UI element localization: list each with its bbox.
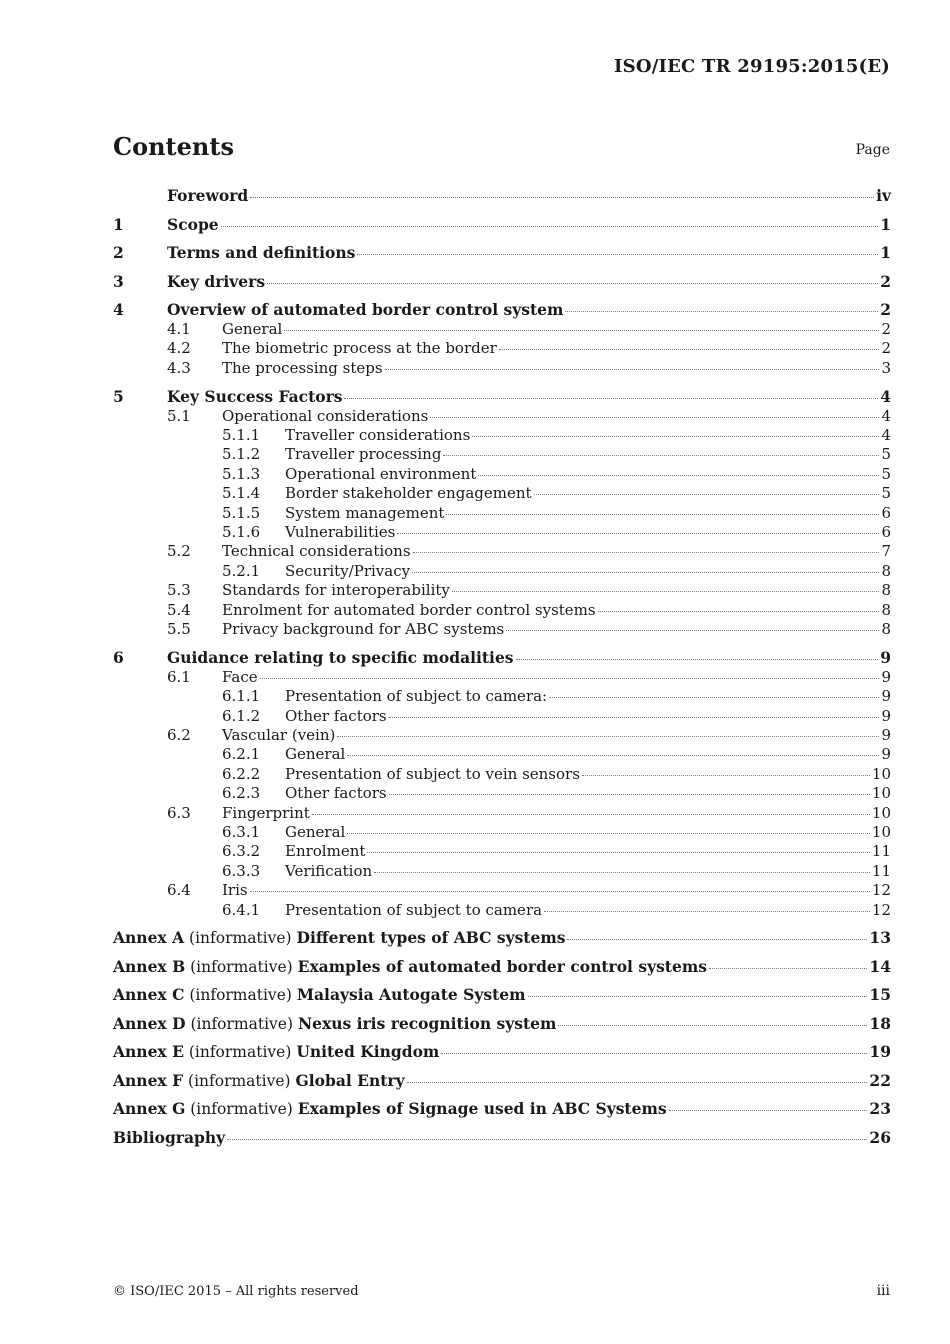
toc-entry[interactable] (113, 484, 891, 503)
toc-entry-number: 4.3 (167, 358, 191, 377)
toc-entry-number: 6 (113, 647, 124, 667)
toc-entry-number: 6.3.1 (222, 822, 261, 841)
toc-entry-title: Operational considerations (222, 406, 429, 425)
annex-title: Examples of automated border control systems (297, 956, 707, 976)
dot-leader (441, 1053, 867, 1054)
toc-entry-number: 5.1.6 (222, 523, 261, 542)
dot-leader (499, 349, 880, 350)
dot-leader (582, 775, 870, 776)
toc-entry-title: Operational environment (285, 464, 477, 483)
toc-annex-entry[interactable] (113, 977, 891, 1006)
toc-entry-page: 6 (881, 503, 891, 522)
toc-entry-page: 9 (881, 706, 891, 725)
toc-entry[interactable] (113, 601, 891, 620)
toc-entry-title: Enrolment (285, 842, 366, 861)
toc-entry-title: Traveller processing (285, 445, 442, 464)
toc-entry-number: 5.1.2 (222, 445, 261, 464)
toc-entry-title: Iris (222, 881, 248, 900)
dot-leader (544, 911, 870, 912)
toc-entry[interactable] (113, 620, 891, 639)
toc-entry-page: 4 (881, 426, 891, 445)
toc-entry[interactable] (113, 378, 891, 407)
toc-entry-page: 5 (881, 484, 891, 503)
toc-entry-number: 5.2 (167, 542, 191, 561)
toc-entry-number: 5.1.3 (222, 464, 261, 483)
toc-entry[interactable] (113, 542, 891, 561)
annex-kind: (informative) (188, 1043, 292, 1062)
toc-annex-title-group (113, 1071, 405, 1091)
dot-leader (452, 591, 880, 592)
annex-kind: (informative) (190, 957, 293, 976)
toc-entry[interactable] (113, 842, 891, 861)
toc-entry-title: Standards for interoperability (222, 581, 450, 600)
toc-entry-page: 9 (881, 745, 891, 764)
toc-entry-title: Presentation of subject to vein sensors (285, 764, 580, 783)
dot-leader (389, 717, 880, 718)
dot-leader (227, 1139, 867, 1140)
toc-entry-page: 8 (881, 561, 891, 580)
toc-entry-number: 6.3 (167, 803, 191, 822)
toc-entry-page: 2 (881, 339, 891, 358)
dot-leader (221, 226, 879, 227)
toc-entry[interactable] (113, 206, 891, 235)
toc-entry-title: Other factors (285, 784, 387, 803)
toc-entry[interactable] (113, 562, 891, 581)
dot-leader (250, 197, 874, 198)
toc-entry-number: 6.4 (167, 881, 191, 900)
toc-annex-entry[interactable] (113, 1091, 891, 1120)
toc-entry[interactable] (113, 186, 891, 206)
toc-entry-page: 26 (869, 1127, 891, 1147)
toc-entry[interactable] (113, 687, 891, 706)
page-column-label: Page (855, 142, 890, 158)
toc-entry-title: Enrolment for automated border control systems (222, 600, 596, 619)
toc-entry-number: 3 (113, 271, 124, 291)
toc-entry-number: 6.1.2 (222, 706, 261, 725)
dot-leader (385, 369, 880, 370)
toc-entry-title: Vascular (vein) (222, 726, 336, 745)
toc-entry[interactable] (113, 445, 891, 464)
toc-entry-page: 23 (869, 1099, 891, 1119)
toc-entry-number: 6.1.1 (222, 687, 261, 706)
toc-entry-number: 6.1 (167, 667, 191, 686)
toc-entry-number: 5.1.1 (222, 426, 261, 445)
toc-entry[interactable] (113, 339, 891, 358)
toc-entry-page: 2 (881, 320, 891, 338)
annex-kind: (informative) (189, 929, 292, 948)
toc-entry-page: 2 (880, 300, 891, 319)
annex-title: Different types of ABC systems (296, 928, 566, 948)
toc-entry-page: iv (876, 186, 891, 205)
toc-entry[interactable] (113, 263, 891, 292)
toc-entry-title: Key Success Factors (167, 386, 343, 406)
dot-leader (267, 283, 878, 284)
toc-entry-number: 6.2.3 (222, 784, 261, 803)
annex-designation: Annex E (113, 1042, 184, 1062)
dot-leader (506, 630, 879, 631)
toc-entry-number: 6.3.2 (222, 842, 261, 861)
toc-entry-title: Border stakeholder engagement (285, 484, 532, 503)
dot-leader (534, 494, 880, 495)
annex-title: Global Entry (295, 1070, 405, 1090)
toc-entry-title: Overview of automated border control system (167, 300, 564, 319)
toc-entry-page: 12 (871, 881, 891, 900)
page-number: iii (876, 1283, 890, 1299)
toc-entry-number: 4 (113, 300, 124, 319)
toc-entry-page: 6 (881, 523, 891, 542)
toc-entry-page: 8 (881, 581, 891, 600)
toc-entry-title: Technical considerations (222, 542, 411, 561)
toc-entry-number: 2 (113, 243, 124, 262)
document-id: ISO/IEC TR 29195:2015(E) (614, 56, 890, 77)
dot-leader (374, 872, 870, 873)
dot-leader (567, 939, 867, 940)
annex-designation: Annex A (113, 928, 185, 948)
toc-entry-number: 5.5 (167, 619, 191, 638)
toc-entry[interactable] (113, 581, 891, 600)
dot-leader (347, 833, 870, 834)
annex-designation: Annex B (113, 956, 186, 976)
annex-title: United Kingdom (296, 1042, 440, 1062)
toc-entry-page: 13 (869, 928, 891, 948)
toc-entry-page: 10 (871, 803, 891, 822)
toc-entry-page: 4 (880, 386, 891, 406)
dot-leader (443, 455, 879, 456)
toc-entry-page: 9 (881, 726, 891, 745)
dot-leader (528, 996, 868, 997)
toc-entry-page: 1 (880, 243, 891, 262)
toc-entry-page: 22 (869, 1070, 891, 1090)
toc-entry-title: System management (285, 503, 445, 522)
toc-entry-page: 10 (871, 764, 891, 783)
toc-entry-number: 5.2.1 (222, 561, 261, 580)
toc-entry-page: 9 (881, 687, 891, 706)
dot-leader (709, 968, 867, 969)
toc-entry-number: 5.1.5 (222, 503, 261, 522)
toc-entry[interactable] (113, 784, 891, 803)
toc-entry-title: The biometric process at the border (222, 339, 497, 358)
dot-leader (407, 1082, 868, 1083)
toc-entry-page: 10 (871, 822, 891, 841)
dot-leader (337, 736, 879, 737)
toc-annex-entry[interactable] (113, 948, 891, 977)
annex-designation: Annex G (113, 1099, 186, 1119)
toc-annex-entry[interactable] (113, 1034, 891, 1063)
annex-title: Malaysia Autogate System (296, 985, 526, 1005)
toc-entry-page: 7 (881, 542, 891, 561)
toc-annex-entry[interactable] (113, 920, 891, 949)
toc-entry-title: Verification (285, 861, 373, 880)
toc-entry[interactable] (113, 523, 891, 542)
toc-entry-title: General (285, 822, 346, 841)
toc-entry-title: Other factors (285, 706, 387, 725)
toc-entry[interactable] (113, 407, 891, 426)
toc-entry-number: 1 (113, 214, 124, 234)
toc-entry-title: Fingerprint (222, 803, 310, 822)
toc-entry-number: 6.4.1 (222, 900, 261, 919)
annex-kind: (informative) (190, 1014, 294, 1033)
annex-kind: (informative) (189, 986, 292, 1005)
annex-kind: (informative) (188, 1071, 291, 1090)
toc-entry-page: 1 (880, 214, 891, 234)
dot-leader (397, 533, 879, 534)
toc-entry-title: Privacy background for ABC systems (222, 619, 505, 638)
toc-entry-number: 6.3.3 (222, 861, 261, 880)
dot-leader (250, 891, 870, 892)
toc-entry-title: General (285, 745, 346, 764)
dot-leader (516, 659, 879, 660)
toc-entry[interactable] (113, 292, 891, 321)
toc-entry-page: 12 (871, 900, 891, 919)
toc-annex-title-group (113, 957, 707, 977)
toc-bibliography-entry[interactable] (113, 1119, 891, 1148)
toc-entry[interactable] (113, 881, 891, 900)
toc-annex-entry[interactable] (113, 1062, 891, 1091)
toc-annex-title-group (113, 1042, 439, 1062)
annex-designation: Annex D (113, 1013, 186, 1033)
dot-leader (472, 436, 879, 437)
toc-entry-title: Key drivers (167, 271, 266, 291)
toc-entry-page: 11 (871, 861, 891, 880)
toc-entry-page: 9 (880, 647, 891, 667)
dot-leader (347, 755, 879, 756)
toc-entry-page: 15 (869, 985, 891, 1005)
copyright-footer: © ISO/IEC 2015 – All rights reserved (113, 1284, 359, 1299)
toc-entry-page: 4 (881, 406, 891, 425)
toc-entry[interactable] (113, 901, 891, 920)
annex-designation: Annex C (113, 985, 185, 1005)
toc-entry-number: 6.2 (167, 726, 191, 745)
toc-entry-page: 3 (881, 358, 891, 377)
toc-entry-number: 5.4 (167, 600, 191, 619)
table-of-contents (113, 186, 891, 1148)
toc-entry-title: Presentation of subject to camera: (285, 687, 548, 706)
toc-entry-number: 5.1 (167, 406, 191, 425)
toc-entry-page: 19 (869, 1042, 891, 1062)
dot-leader (478, 475, 879, 476)
toc-entry-page: 10 (871, 784, 891, 803)
dot-leader (430, 417, 879, 418)
dot-leader (344, 398, 878, 399)
toc-entry[interactable] (113, 765, 891, 784)
toc-entry-title: Terms and definitions (167, 243, 356, 262)
toc-entry-page: 8 (881, 619, 891, 638)
dot-leader (558, 1025, 867, 1026)
annex-kind: (informative) (190, 1100, 293, 1119)
toc-entry[interactable] (113, 745, 891, 764)
dot-leader (412, 572, 879, 573)
dot-leader (357, 254, 878, 255)
toc-entry-page: 2 (880, 271, 891, 291)
dot-leader (669, 1110, 868, 1111)
toc-entry-number: 5.1.4 (222, 484, 261, 503)
toc-entry[interactable] (113, 504, 891, 523)
toc-entry[interactable] (113, 639, 891, 668)
toc-entry-title: Presentation of subject to camera (285, 900, 543, 919)
toc-entry[interactable] (113, 707, 891, 726)
dot-leader (565, 311, 878, 312)
toc-annex-title-group (113, 985, 526, 1005)
toc-entry-number: 6.2.1 (222, 745, 261, 764)
toc-entry-number: 5.3 (167, 581, 191, 600)
toc-entry-page: 8 (881, 600, 891, 619)
toc-entry[interactable] (113, 426, 891, 445)
toc-entry-number: 5 (113, 386, 124, 406)
toc-entry-page: 5 (881, 445, 891, 464)
toc-annex-title-group (113, 1099, 667, 1119)
toc-entry[interactable] (113, 823, 891, 842)
toc-entry[interactable] (113, 862, 891, 881)
toc-entry-number: 4.1 (167, 320, 191, 338)
toc-annex-title-group (113, 1014, 556, 1034)
toc-entry-title: Scope (167, 214, 219, 234)
dot-leader (367, 852, 870, 853)
toc-entry-title: General (222, 320, 283, 338)
annex-title: Nexus iris recognition system (297, 1013, 557, 1033)
dot-leader (446, 514, 879, 515)
dot-leader (260, 678, 880, 679)
toc-entry-number: 4.2 (167, 339, 191, 358)
toc-entry-title: Security/Privacy (285, 561, 411, 580)
toc-entry-title: Vulnerabilities (285, 523, 396, 542)
dot-leader (284, 330, 879, 331)
toc-entry[interactable] (113, 359, 891, 378)
toc-entry-title: Guidance relating to specific modalities (167, 647, 514, 667)
toc-entry-page: 14 (869, 956, 891, 976)
toc-annex-title-group (113, 928, 565, 948)
toc-entry-page: 18 (869, 1013, 891, 1033)
dot-leader (413, 552, 880, 553)
dot-leader (312, 814, 870, 815)
toc-entry[interactable] (113, 804, 891, 823)
toc-entry[interactable] (113, 465, 891, 484)
toc-entry-title: The processing steps (222, 358, 383, 377)
toc-entry-page: 11 (871, 842, 891, 861)
toc-entry-page: 9 (881, 667, 891, 686)
toc-entry[interactable] (113, 320, 891, 339)
dot-leader (598, 611, 880, 612)
toc-entry[interactable] (113, 726, 891, 745)
annex-title: Examples of Signage used in ABC Systems (297, 1099, 667, 1119)
annex-designation: Annex F (113, 1070, 184, 1090)
toc-entry-page: 5 (881, 464, 891, 483)
toc-entry[interactable] (113, 668, 891, 687)
toc-entry-title: Bibliography (113, 1127, 226, 1147)
dot-leader (389, 794, 870, 795)
toc-entry-title: Traveller considerations (285, 426, 471, 445)
toc-entry[interactable] (113, 235, 891, 264)
toc-annex-entry[interactable] (113, 1005, 891, 1034)
toc-entry-title: Foreword (167, 186, 249, 205)
page-title: Contents (113, 132, 234, 161)
dot-leader (549, 697, 879, 698)
toc-entry-title: Face (222, 667, 258, 686)
toc-entry-number: 6.2.2 (222, 764, 261, 783)
